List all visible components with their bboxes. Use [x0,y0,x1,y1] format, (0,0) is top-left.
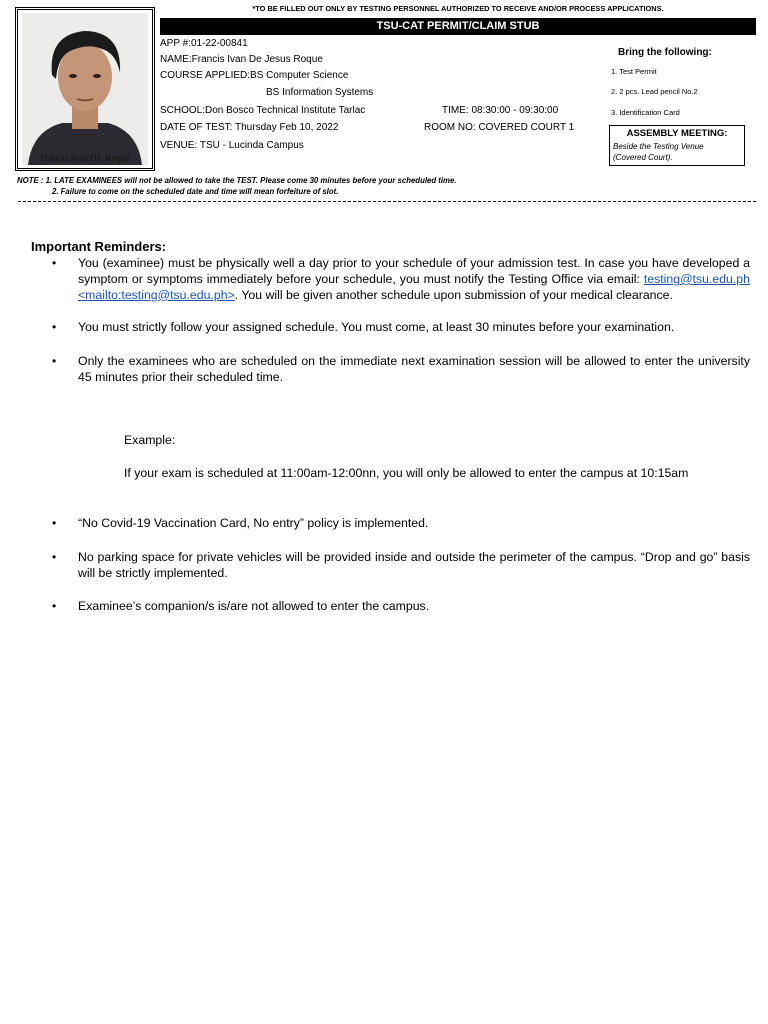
assembly-meeting-title: ASSEMBLY MEETING: [626,128,728,139]
bring-item: 2. 2 pcs. Lead pencil No.2 [611,87,698,96]
example-text: If your exam is scheduled at 11:00am-12:00nn, you will only be allowed to enter the campus at 10:15am [124,466,689,480]
note-line-1: NOTE : 1. LATE EXAMINEES will not be allowed to take the TEST. Please come 30 minutes before your scheduled time. [17,176,457,185]
reminder-item: • You (examinee) must be physically well a day prior to your schedule of your admission test. In case you have developed a symptom or symptoms immediately before your schedule, you must notify the Testing Office via email: testing@tsu.edu.ph <mailto:testing@tsu.edu.ph>. You will be given another schedule upon submission of your medical clearance. [52,256,750,302]
note-line-2: 2. Failure to come on the scheduled date and time will mean forfeiture of slot. [52,187,339,196]
school: SCHOOL:Don Bosco Technical Institute Tarlac [160,105,366,116]
bring-list-title: Bring the following: [618,47,712,58]
test-date: DATE OF TEST: Thursday Feb 10, 2022 [160,122,339,133]
bullet-icon: • [52,354,57,369]
assembly-meeting-location [613,141,704,163]
reminder-item: • Examinee’s companion/s is/are not allowed to enter the campus. [52,599,430,614]
bullet-icon: • [52,320,57,335]
bullet-icon: • [52,256,57,270]
assembly-meeting-box [609,125,745,166]
reminder-item: • No parking space for private vehicles will be provided inside and outside the perimeter of the campus. “Drop and go” basis will be strictly implemented. [52,549,750,580]
permit-title: TSU-CAT PERMIT/CLAIM STUB [160,18,756,35]
testing-email-link[interactable]: testing@tsu.edu.ph <mailto:testing@tsu.edu.ph> [78,271,750,302]
authorization-note: *TO BE FILLED OUT ONLY BY TESTING PERSONNEL AUTHORIZED TO RECEIVE AND/OR PROCESS APPLICATIONS. [252,4,664,13]
bring-item: 1. Test Permit [611,67,657,76]
assembly-line-2: (Covered Court). [613,153,673,162]
photo-caption: Francis Ivan DJ. Roque [40,154,130,164]
course-alternative: BS Information Systems [266,87,374,98]
bullet-icon: • [52,549,57,564]
course-applied: COURSE APPLIED:BS Computer Science [160,70,349,81]
applicant-photo [22,13,148,165]
bullet-icon: • [52,599,57,614]
reminder-item: • Only the examinees who are scheduled on the immediate next examination session will be allowed to enter the university 45 minutes prior their scheduled time. [52,354,750,384]
room-number: ROOM NO: COVERED COURT 1 [424,122,575,133]
bullet-icon: • [52,516,57,530]
test-time: TIME: 08:30:00 - 09:30:00 [442,105,559,116]
reminder-item: • You must strictly follow your assigned schedule. You must come, at least 30 minutes before your examination. [52,320,675,335]
bring-item: 3. Identification Card [611,108,680,117]
reminders-list [40,256,750,404]
example-label: Example: [124,433,176,447]
reminder-item: • “No Covid-19 Vaccination Card, No entry” policy is implemented. [52,516,429,530]
venue: VENUE: TSU - Lucinda Campus [160,140,304,151]
reminders-list-continued [40,516,750,615]
applicant-photo-image [22,13,148,165]
assembly-line-1: Beside the Testing Venue [613,142,704,151]
applicant-name: NAME:Francis Ivan De Jesus Roque [160,54,323,65]
cut-line-divider [18,201,756,202]
applicant-photo-frame [15,7,155,171]
reminders-title: Important Reminders: [31,239,167,254]
application-number: APP #:01-22-00841 [160,38,248,49]
